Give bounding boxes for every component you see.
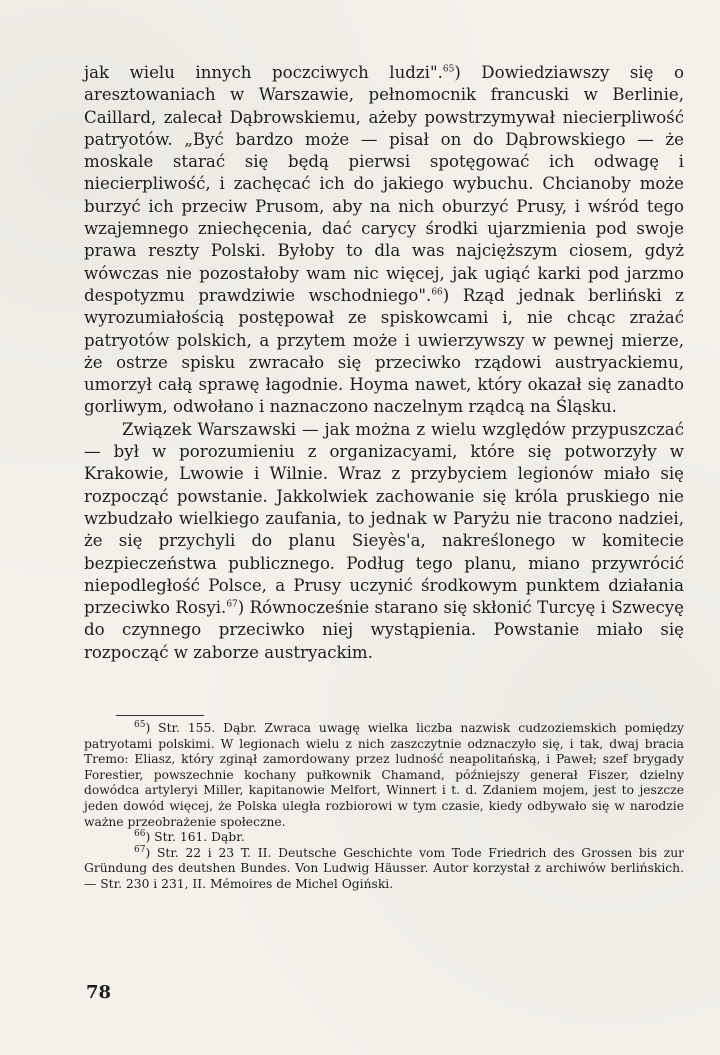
text-run: Związek Warszawski — jak można z wielu względów przypuszczać — był w porozumieniu z organizacyami, które się potworzyły w Krakowie, Lwowie i Wilnie. Wraz z przybyciem legionów miało się rozpocząć powstanie. Jakkolwiek zachowanie się króla pruskiego nie wzbudzało wielkiego zaufania, to jednak w Paryżu nie tracono nadziei, że się przychyli do planu Sieyès'a, nakreślonego w komitecie bezpieczeństwa publicznego. Podług tego planu, miano przywrócić niepodległość Polsce, a Prusy uczynić środkowym punktem działania przeciwko Rosyi. (84, 419, 684, 618)
footnote-marker: 66 (134, 829, 146, 840)
footnote-ref-66[interactable]: 66 (431, 287, 443, 298)
footnote-text: ) Str. 161. Dąbr. (145, 830, 245, 845)
footnote-separator (116, 715, 204, 716)
footnote-marker: 65 (134, 719, 146, 730)
main-text (84, 62, 684, 664)
page-number: 78 (86, 982, 112, 1003)
text-run: ) Dowiedziawszy się o aresztowaniach w Warszawie, pełnomocnik francuski w Berlinie, Caillard, zalecał Dąbrowskiemu, ażeby powstrzymywał niecierpliwość patryotów. „Być bardzo może — pisał on do Dąbrowskiego — że moskale starać się będą pierwsi spotęgować ich odwagę i niecierpliwość, i zachęcać ich do jakiego wybuchu. Chcianoby może burzyć ich przeciw Prusom, aby na nich oburzyć Prusy, i wśród tego wzajemnego zniechęcenia, dać carycy środki ujarzmienia pod swoje prawa reszty Polski. Byłoby to dla was najcięższym ciosem, gdyż wówczas nie pozostałoby wam nic więcej, jak ugiąć karki pod jarzmo despotyzmu prawdziwie wschodniego". (84, 63, 684, 305)
footnote-marker: 67 (134, 844, 146, 855)
text-run: ) Rząd jednak berliński z wyrozumiałością postępował ze spiskowcami i, nie chcąc zrażać patryotów polskich, a przytem może i uwierzywszy w pewnej mierze, że ostrze spisku zwracało się przeciwko rządowi austryackiemu, umorzył całą sprawę łagodnie. Hoyma nawet, który okazał się zanadto gorliwym, odwołano i naznaczono naczelnym rządcą na Śląsku. (84, 285, 684, 417)
footnote-ref-67[interactable]: 67 (226, 599, 238, 610)
text-run: ) Równocześnie starano się skłonić Turcyę i Szwecyę do czynnego przeciwko niej wystąpienia. Powstanie miało się rozpocząć w zaborze austryackim. (84, 598, 684, 662)
paragraph-1 (84, 62, 684, 419)
footnotes (84, 721, 684, 893)
footnote-66 (84, 830, 684, 846)
paragraph-2 (84, 419, 684, 664)
text-run: jak wielu innych poczciwych ludzi". (84, 63, 443, 82)
footnote-65 (84, 721, 684, 830)
footnote-text: ) Str. 155. Dąbr. Zwraca uwagę wielka liczba nazwisk cudzoziemskich pomiędzy patryotami polskimi. W legionach wielu z nich zaszczytnie odznaczyło się, i tak, dwaj bracia Tremo: Eliasz, który zginął zamordowany przez ludność neapolitańską, i Paweł; szef brygady Forestier, powszechnie kochany pułkownik Chamand, późniejszy generał Fiszer, dzielny dowódca artyleryi Miller, kapitanowie Melfort, Winnert i t. d. Zdaniem mojem, jest to jeszcze jeden dowód więcej, że Polska uległa rozbiorowi w tym czasie, kiedy odbywało się w narodzie ważne przeobrażenie społeczne. (84, 721, 684, 829)
footnote-67 (84, 846, 684, 893)
footnote-ref-65[interactable]: 65 (442, 64, 455, 75)
footnote-text: ) Str. 22 i 23 T. II. Deutsche Geschichte vom Tode Friedrich des Grossen bis zur Gründung des deutshen Bundes. Von Ludwig Häusser. Autor korzystał z archiwów berlińskich. — Str. 230 i 231, II. Mémoires de Michel Ogiński. (84, 845, 684, 891)
